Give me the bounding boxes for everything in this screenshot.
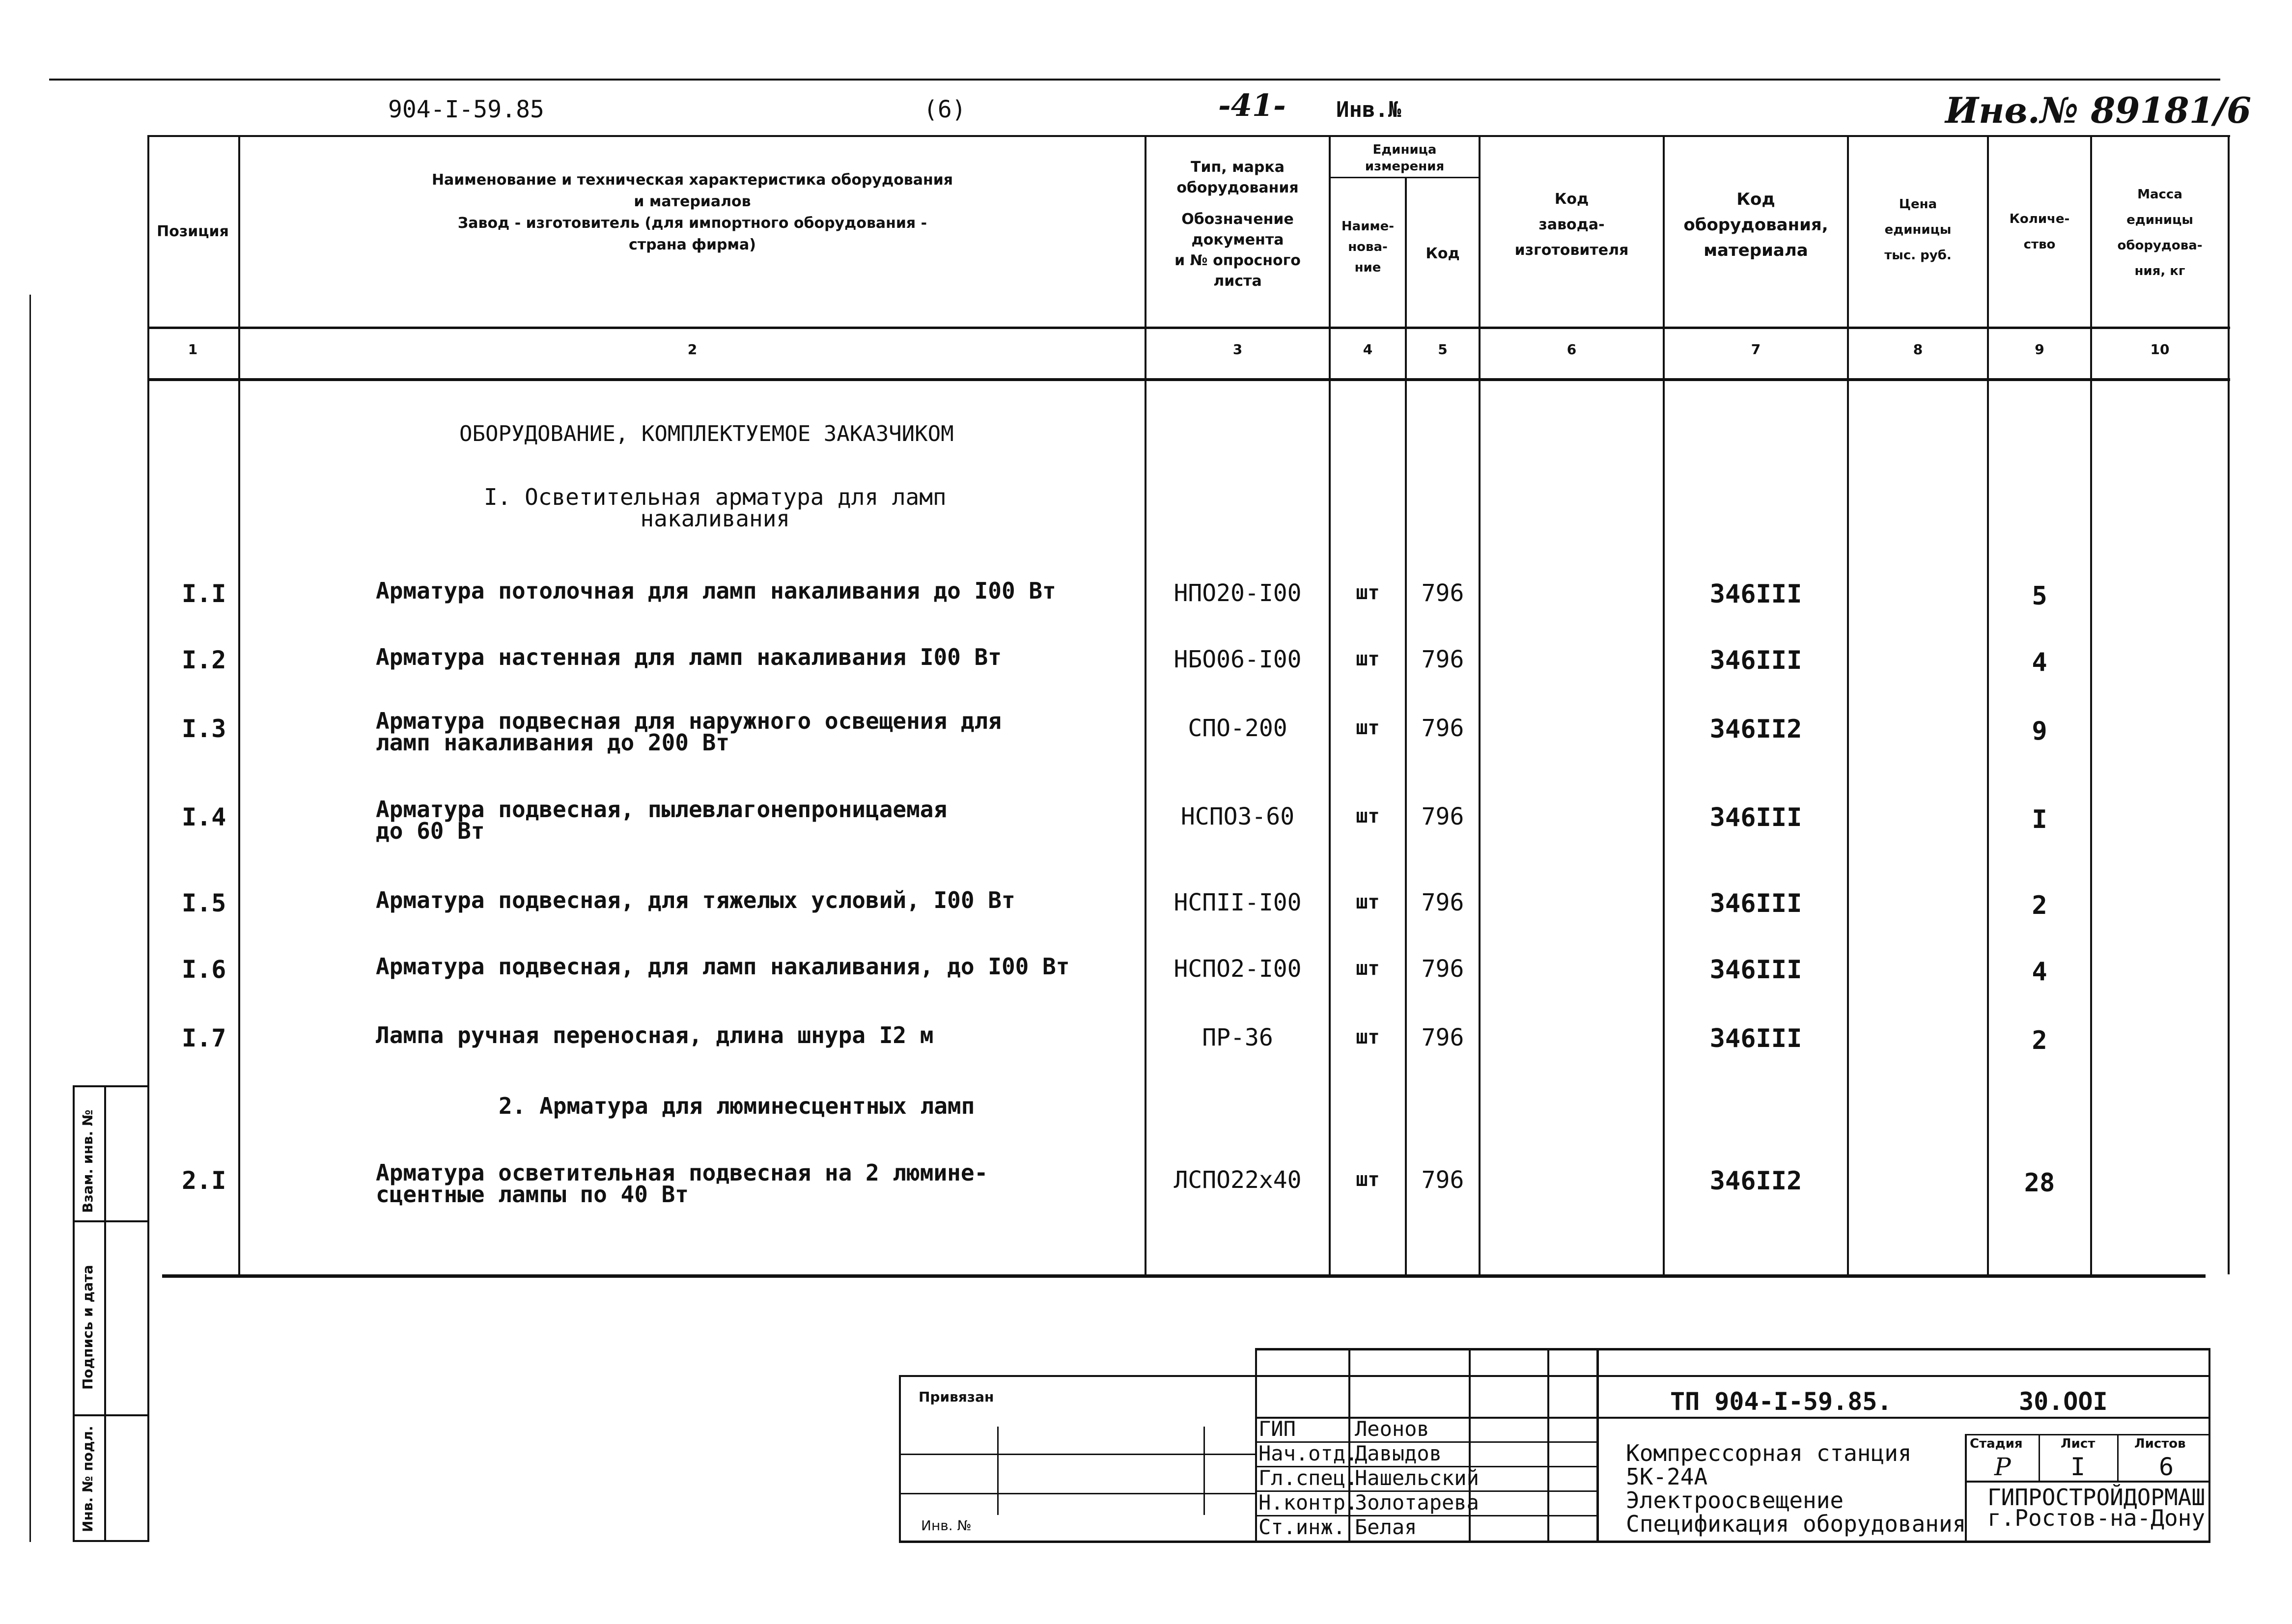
stamp-line-4 [73, 1540, 149, 1542]
row-unit: шт [1356, 581, 1380, 604]
row-unit-code: 796 [1421, 955, 1464, 983]
row-material-code: 346III [1709, 803, 1802, 832]
col-line-6 [1663, 135, 1665, 1274]
row-unit: шт [1356, 957, 1380, 980]
tb-description: Компрессорная станция 5К-24А Электроосвещение Спецификация оборудования [1626, 1440, 1966, 1537]
row-type: СПО-200 [1188, 715, 1287, 742]
tb-role: ГИП [1258, 1417, 1296, 1441]
row-quantity: 2 [2032, 891, 2047, 920]
row-name-line1: Арматура подвесная для наружного освещения для [376, 708, 1002, 734]
row-name-line1: Арматура настенная для ламп накаливания I00 Вт [376, 644, 1002, 670]
row-name-line1: Арматура подвесная, для тяжелых условий, I00 Вт [376, 887, 1015, 913]
inventory-handwritten: Инв.№ 89181/6 [1945, 89, 2252, 131]
row-name-line1: Арматура подвесная, для ламп накаливания, до I00 Вт [376, 953, 1070, 980]
row-type: НСПО3-60 [1180, 803, 1295, 830]
page-mark: -41- [1218, 87, 1286, 123]
tb-second-line [899, 1375, 2210, 1377]
inv-label: Инв.№ [1336, 97, 1401, 122]
colnum-3: 3 [1232, 341, 1243, 358]
row-name-line1: Лампа ручная переносная, длина шнура I2 м [376, 1022, 934, 1048]
tb-sig-c3 [1547, 1348, 1549, 1542]
header-price: Цена единицы тыс. руб. [1884, 197, 1952, 263]
stamp-line-3 [73, 1414, 149, 1416]
row-unit: шт [1356, 891, 1380, 913]
top-border-line [49, 79, 2220, 81]
col-line-8 [1987, 135, 1989, 1274]
row-type: НСПО2-I00 [1174, 955, 1302, 983]
tb-inv-no: Инв. № [921, 1517, 972, 1534]
tb-person-name: Белая [1355, 1515, 1417, 1539]
doc-code: 904-I-59.85 [388, 96, 544, 123]
header-quantity: Количе- ство [2009, 212, 2070, 252]
col-line-5 [1479, 135, 1481, 1274]
row-material-code: 346II2 [1709, 1166, 1802, 1196]
row-name-line2: ламп накаливания до 200 Вт [376, 729, 730, 756]
row-name-line1: Арматура потолочная для ламп накаливания до I00 Вт [376, 578, 1056, 604]
row-quantity: 5 [2032, 581, 2047, 611]
tb-sheets-label: Листов [2134, 1436, 2186, 1451]
colnum-8: 8 [1913, 341, 1923, 358]
row-quantity: 4 [2032, 957, 2047, 987]
row-material-code: 346III [1709, 579, 1802, 609]
row-unit: шт [1356, 716, 1380, 739]
row-position: 2.I [182, 1166, 226, 1195]
stamp-right-border [147, 1085, 149, 1542]
stamp-original-inv: Инв. № подл. [80, 1426, 96, 1532]
tb-stage-c1 [2039, 1434, 2040, 1481]
tb-person-name: Давыдов [1355, 1441, 1442, 1465]
sheet-paren: (6) [923, 96, 966, 123]
table-bottom-border [162, 1274, 2206, 1278]
tb-privyaz-line2 [899, 1493, 1255, 1494]
tb-stage-c2 [2117, 1434, 2119, 1481]
header-position: Позиция [157, 223, 229, 240]
tb-role: Ст.инж. [1258, 1515, 1346, 1539]
row-position: I.6 [182, 955, 226, 984]
row-position: I.I [182, 579, 226, 608]
tb-sig-left [1255, 1348, 1257, 1542]
tb-sheets-value: 6 [2159, 1453, 2174, 1481]
row-material-code: 346III [1709, 889, 1802, 918]
tb-person-name: Нашельский [1355, 1466, 1479, 1490]
tb-doc-number: ТП 904-I-59.85. [1670, 1387, 1892, 1416]
section-title: ОБОРУДОВАНИЕ, КОМПЛЕКТУЕМОЕ ЗАКАЗЧИКОМ [459, 421, 954, 446]
row-position: I.5 [182, 889, 226, 917]
stamp-signature-date: Подпись и дата [80, 1265, 96, 1390]
tb-top-line [1255, 1348, 2210, 1350]
row-type: НСПII-I00 [1174, 889, 1302, 916]
header-name: Наименование и техническая характеристика оборудования и материалов Завод - изготовитель (для импортного оборудования - страна фирма) [431, 171, 953, 253]
header-bottom-border [147, 327, 2230, 329]
stamp-replaces-inv: Взам. инв. № [80, 1109, 96, 1213]
tb-privyaz-c1 [997, 1427, 999, 1515]
colnum-9: 9 [2035, 341, 2044, 358]
row-unit: шт [1356, 1168, 1380, 1191]
row-material-code: 346III [1709, 646, 1802, 675]
row-type: ЛСПО22х40 [1174, 1166, 1302, 1194]
tb-sheet-value: I [2070, 1453, 2086, 1481]
tb-organization: ГИПРОСТРОЙДОРМАШ г.Ростов-на-Дону [1987, 1484, 2206, 1531]
row-type: НБО06-I00 [1174, 646, 1302, 673]
tb-role: Нач.отд. [1258, 1441, 1358, 1465]
col-line-1 [238, 135, 240, 1274]
row-unit: шт [1356, 1026, 1380, 1048]
header-unit-name: Наиме- нова- ние [1341, 219, 1395, 275]
stamp-line-1 [73, 1085, 149, 1087]
row-type: ПР-36 [1202, 1024, 1273, 1051]
group-2-title: 2. Арматура для люминесцентных ламп [499, 1093, 975, 1119]
header-unit-code: Код [1426, 245, 1460, 262]
tb-person-name: Золотарева [1355, 1490, 1479, 1514]
row-unit-code: 796 [1421, 1024, 1464, 1051]
row-unit: шт [1356, 805, 1380, 827]
tb-desc-left [1596, 1348, 1599, 1542]
stamp-mid-border [104, 1085, 106, 1542]
header-material-code: Код оборудования, материала [1683, 190, 1828, 260]
row-unit-code: 796 [1421, 715, 1464, 742]
col-line-2 [1145, 135, 1146, 1274]
row-name-line2: до 60 Вт [376, 818, 485, 844]
table-top-border [147, 135, 2230, 137]
colnum-7: 7 [1751, 341, 1761, 358]
tb-stage-value: Р [1994, 1453, 2011, 1481]
row-material-code: 346III [1709, 1024, 1802, 1053]
colnum-5: 5 [1438, 341, 1448, 358]
row-type: НПО20-I00 [1174, 579, 1302, 607]
tb-privyaz-c2 [1203, 1427, 1205, 1515]
row-quantity: 9 [2032, 716, 2047, 746]
row-name-line1: Арматура осветительная подвесная на 2 люмине- [376, 1159, 988, 1186]
row-unit-code: 796 [1421, 646, 1464, 673]
tb-role: Гл.спец. [1258, 1466, 1358, 1490]
sheet-left-edge [29, 295, 31, 1542]
col-line-10 [2228, 135, 2230, 1274]
row-material-code: 346III [1709, 955, 1802, 985]
row-unit-code: 796 [1421, 803, 1464, 830]
row-position: I.3 [182, 715, 226, 743]
group-1-title: I. Осветительная арматура для ламп накаливания [484, 484, 947, 532]
tb-doc-suffix: 30.OOI [2019, 1387, 2108, 1416]
header-factory-code: Код завода- изготовителя [1514, 191, 1629, 259]
tb-role: Н.контр. [1258, 1490, 1358, 1514]
header-unit: Единица измерения [1365, 142, 1445, 174]
tb-right-border [2208, 1348, 2210, 1542]
row-unit-code: 796 [1421, 889, 1464, 916]
row-position: I.4 [182, 803, 226, 831]
col-line-9 [2090, 135, 2092, 1274]
row-quantity: 2 [2032, 1026, 2047, 1055]
stamp-line-2 [73, 1220, 149, 1222]
row-name-line1: Арматура подвесная, пылевлагонепроницаемая [376, 796, 948, 823]
tb-left-border [899, 1375, 901, 1542]
row-position: I.7 [182, 1024, 226, 1052]
tb-sheet-label: Лист [2061, 1436, 2096, 1451]
colnum-4: 4 [1363, 341, 1373, 358]
row-quantity: 4 [2032, 648, 2047, 677]
header-mass: Масса единицы оборудова- ния, кг [2117, 187, 2203, 278]
row-unit-code: 796 [1421, 579, 1464, 607]
row-position: I.2 [182, 646, 226, 674]
col-line-3 [1329, 135, 1331, 1274]
stamp-left-border [73, 1085, 75, 1542]
tb-stage-label: Стадия [1970, 1436, 2023, 1451]
colnum-1: 1 [188, 341, 198, 358]
colnum-10: 10 [2150, 341, 2170, 358]
row-quantity: I [2032, 805, 2047, 834]
row-unit-code: 796 [1421, 1166, 1464, 1194]
tb-privyazan: Привязан [919, 1389, 994, 1405]
colnum-2: 2 [687, 341, 698, 358]
unit-subheader-line [1329, 177, 1479, 178]
row-quantity: 28 [2024, 1168, 2055, 1198]
header-type: Тип, марка оборудования Обозначение документа и № опросного листа [1174, 159, 1301, 290]
row-material-code: 346II2 [1709, 715, 1802, 744]
tb-bottom-line [899, 1541, 2210, 1543]
colnum-bottom-border [147, 378, 2230, 381]
tb-stage-top [1965, 1434, 2210, 1435]
row-unit: шт [1356, 648, 1380, 670]
colnum-6: 6 [1566, 341, 1577, 358]
col-line-7 [1847, 135, 1849, 1274]
row-name-line2: сцентные лампы по 40 Вт [376, 1181, 689, 1208]
tb-privyaz-line [899, 1454, 1255, 1455]
tb-person-name: Леонов [1355, 1417, 1429, 1441]
